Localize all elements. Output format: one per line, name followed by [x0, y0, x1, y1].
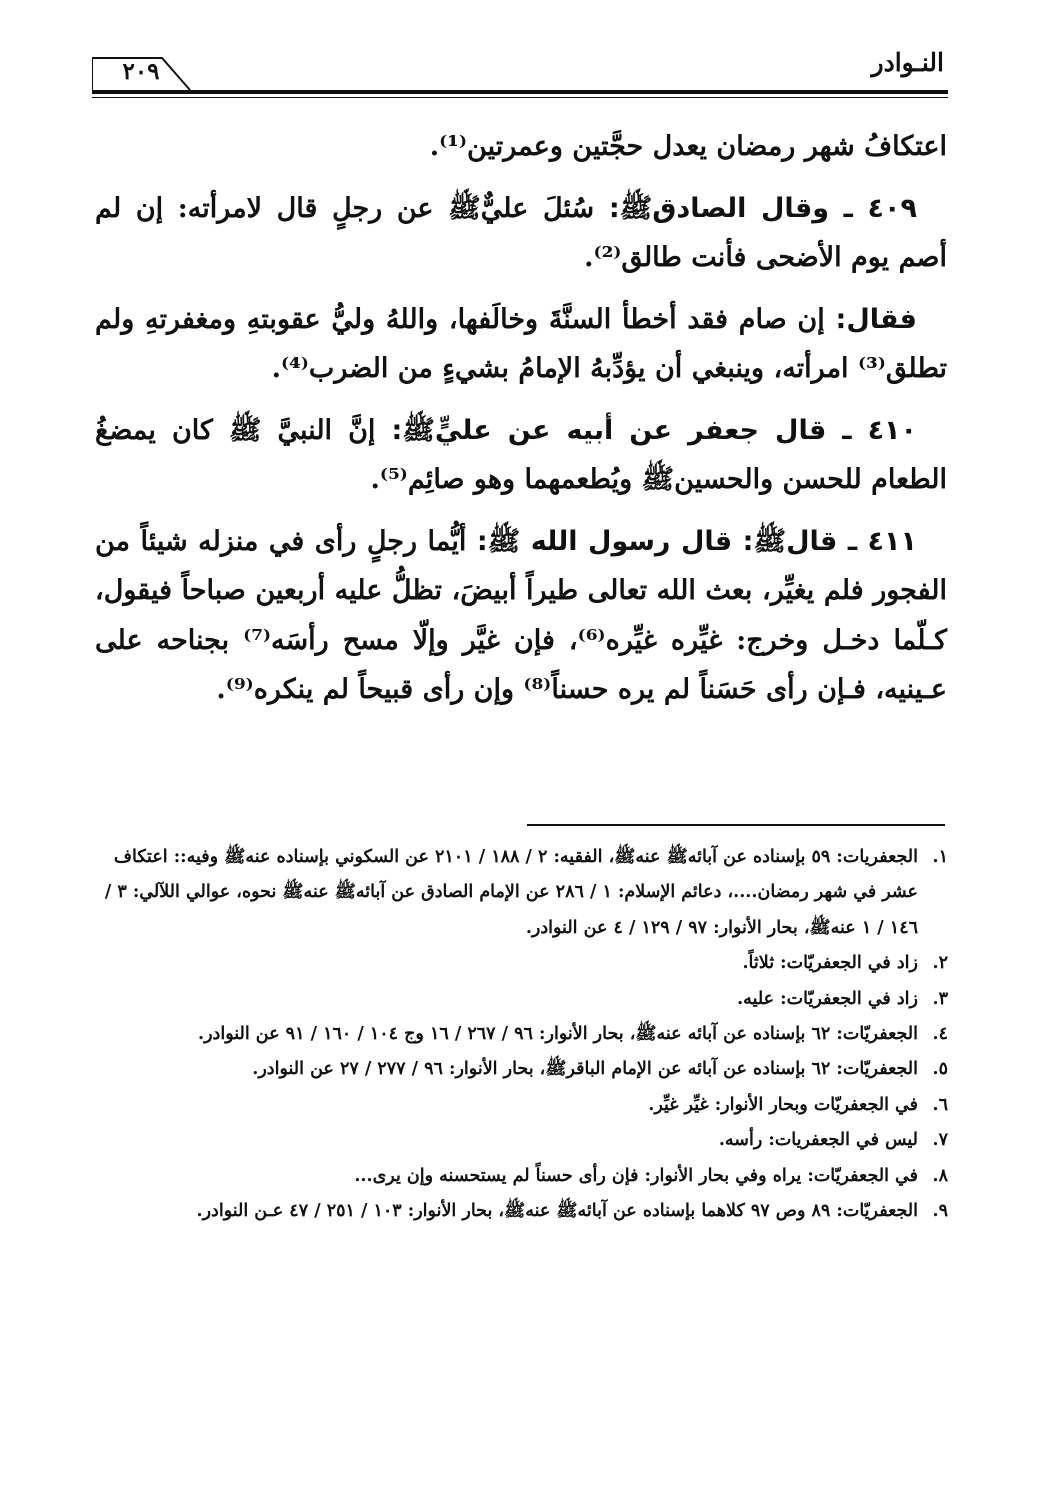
- footnote-text: في الجعفريّات وبحار الأنوار: غيِّر غيِّر.: [648, 1094, 918, 1115]
- footnote-text: زاد في الجعفريّات: عليه.: [737, 988, 918, 1009]
- footnote: [100, 1052, 948, 1087]
- footnote-text: الجعفريّات: ٦٢ بإسناده عن آبائه عنهﷺ، بحار الأنوار: ٩٦ / ٢٦٧ / ١٦ وج ١٠٤ / ١٦٠ / ٩١ عن النوادر.: [198, 1024, 918, 1045]
- footnote-text: في الجعفريّات: يراه وفي بحار الأنوار: فإن رأى حسناً لم يستحسنه وإن يرى...: [354, 1165, 918, 1186]
- footnote: [100, 1088, 948, 1123]
- footnote-text: الجعفريات: ٥٩ بإسناده عن آبائهﷺ عنهﷺ، الفقيه: ٢ / ١٨٨ / ٢١٠١ عن السكوني بإسناده عنهﷺ وفيه:: اعتكاف عشر في شهر رمضان....، دعائم الإسلام: ١ / ٢٨٦ عن الإمام الصادق عن آبائهﷺ عنهﷺ نحوه، عوالي اللآلي: ٣ / ١٤٦ / ١ عنهﷺ، بحار الأنوار: ٩٧ / ١٢٩ / ٤ عن النوادر.: [104, 847, 918, 938]
- footnote: [100, 840, 948, 946]
- footnote-text: الجعفريّات: ٦٢ بإسناده عن آبائه عن الإمام الباقرﷺ، بحار الأنوار: ٩٦ / ٢٧٧ / ٢٧ عن النوادر.: [252, 1059, 918, 1080]
- footnote-number: ٤.: [932, 1024, 948, 1045]
- footnote-separator: [527, 824, 945, 826]
- hadith-411: [95, 517, 947, 715]
- footnote-text: ليس في الجعفريات: رأسه.: [718, 1130, 918, 1151]
- footnote: [100, 1123, 948, 1158]
- footnote-number: ٨.: [932, 1165, 948, 1186]
- footnote: [100, 946, 948, 981]
- hadith-heading: ٤١١ ـ قالﷺ: قال رسول الله ﷺ:: [476, 525, 917, 557]
- footnote-number: ١.: [932, 847, 948, 867]
- paragraph-text: اعتكافُ شهر رمضان يعدل حجَّتين وعمرتين⁽¹⁾.: [429, 131, 947, 162]
- hadith-heading: ٤١٠ ـ قال جعفر عن أبيه عن عليٍّﷺ:: [391, 414, 918, 446]
- footnote: [100, 982, 948, 1017]
- footnote-number: ٧.: [932, 1130, 948, 1151]
- footnote-number: ٦.: [932, 1094, 948, 1115]
- hadith-heading: ٤٠٩ ـ وقال الصادقﷺ:: [608, 192, 917, 224]
- page-header: [92, 40, 948, 100]
- hadith-text: إن صام فقد أخطأ السنَّةَ وخالَفها، واللهُ وليُّ عقوبتهِ ومغفرتهِ ولم تطلق⁽³⁾ امرأته، وينبغي أن يؤدِّبهُ الإمامُ بشيءٍ من الضرب⁽⁴⁾.: [95, 303, 947, 384]
- footnote: [100, 1194, 948, 1229]
- header-rule-thin: [92, 97, 948, 98]
- page-number: ٢٠٩: [122, 58, 160, 85]
- footnote: [100, 1159, 948, 1194]
- hadith-text: سُئلَ عليٌّﷺ عن رجلٍ قال لامرأته: إن لم أصم يوم الأضحى فأنت طالق⁽²⁾.: [95, 192, 947, 273]
- header-rule-thick: [92, 90, 948, 94]
- hadith-text: إنَّ النبيَّ ﷺ كان يمضغُ الطعام للحسن والحسينﷺ ويُطعمهما وهو صائِم⁽⁵⁾.: [95, 414, 947, 495]
- footnote-number: ٢.: [932, 953, 948, 974]
- footnotes: [100, 840, 948, 1229]
- main-text: [95, 122, 947, 727]
- hadith-text: أيُّما رجلٍ رأى في منزله شيئاً من الفجور فلم يغيِّر، بعث الله تعالى طيراً أبيضَ، تظلُّ عليه أربعين صباحاً فيقول، كـلّما دخـل وخرج: غيِّره غيِّره⁽⁶⁾، فإن غيَّر وإلّا مسح رأسَه⁽⁷⁾ بجناحه على عـينيه، فـإن رأى حَسَناً لم يره حسناً⁽⁸⁾ وإن رأى قبيحاً لم ينكره⁽⁹⁾.: [95, 525, 947, 705]
- footnote-number: ٥.: [932, 1059, 948, 1080]
- running-title: النـوادر: [871, 48, 944, 77]
- page-number-tab: [92, 54, 242, 92]
- hadith-heading: فقال:: [835, 303, 917, 335]
- footnote-text: الجعفريّات: ٨٩ وص ٩٧ كلاهما بإسناده عن آبائهﷺ عنهﷺ، بحار الأنوار: ١٠٣ / ٢٥١ / ٤٧ عـن النوادر.: [196, 1201, 918, 1222]
- footnote-number: ٣.: [932, 988, 948, 1009]
- hadith-409-answer: [95, 295, 947, 394]
- footnote-number: ٩.: [932, 1201, 948, 1222]
- paragraph-continuation: [95, 122, 947, 172]
- hadith-410: [95, 406, 947, 505]
- footnote-text: زاد في الجعفريّات: ثلاثاً.: [742, 953, 918, 974]
- footnote: [100, 1017, 948, 1052]
- hadith-409: [95, 184, 947, 283]
